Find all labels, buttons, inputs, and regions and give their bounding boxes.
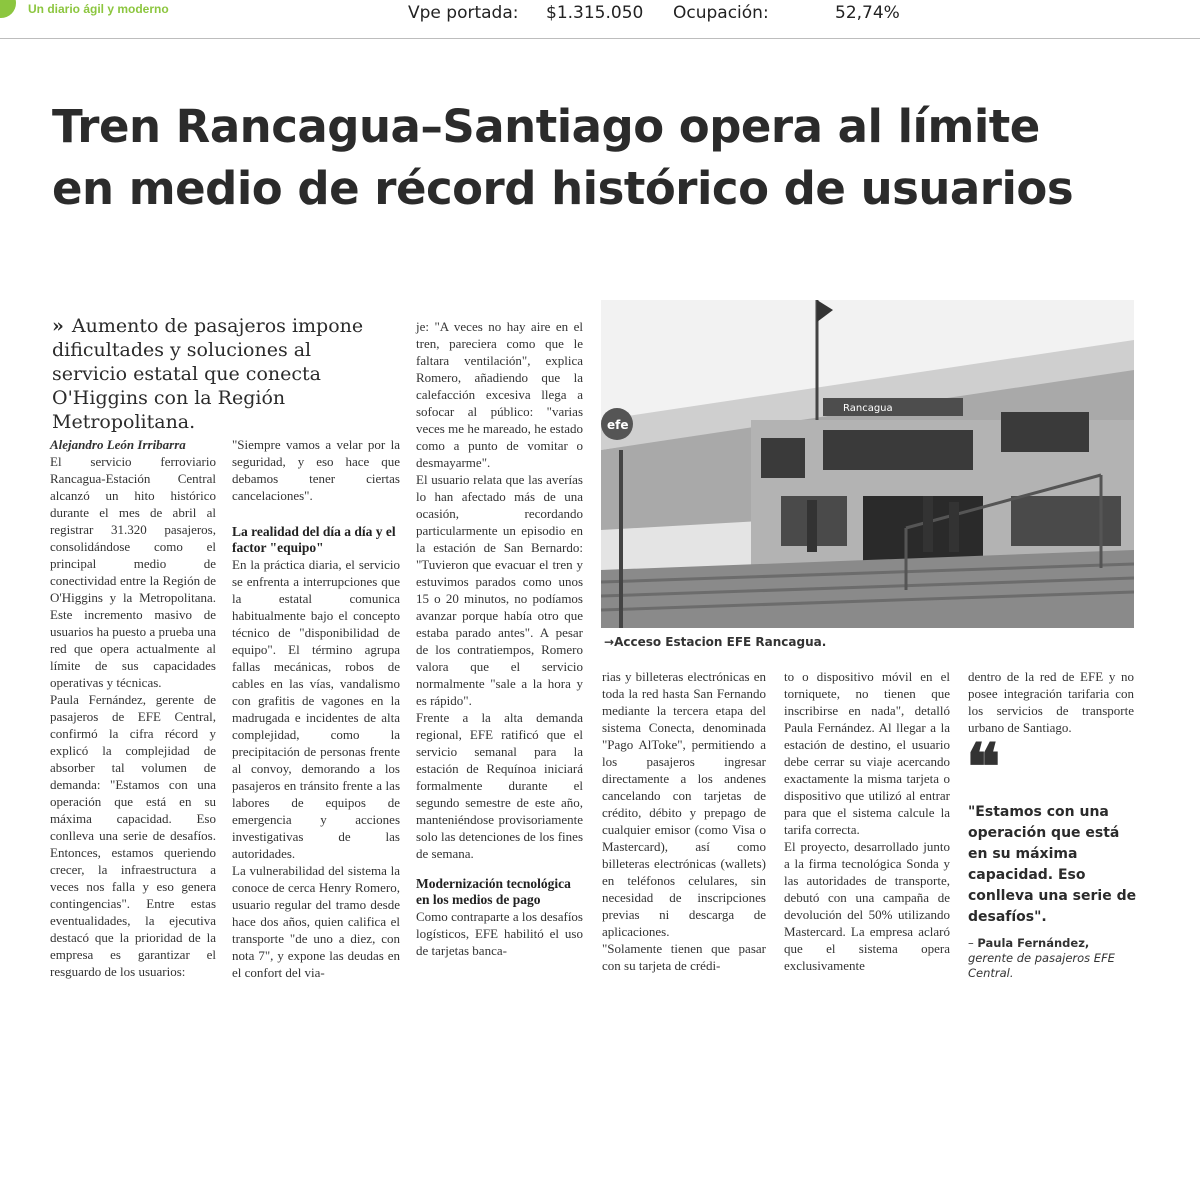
byline: Alejandro León Irribarra: [50, 437, 186, 452]
chevron-right-icon: »: [52, 315, 64, 337]
quote-attribution: [968, 936, 1143, 981]
article-column-5: [784, 668, 950, 974]
photo-caption: [604, 635, 826, 649]
section-heading: Modernización tecnológica en los medios de pago: [416, 876, 571, 907]
quote-icon: ❝: [966, 730, 1001, 805]
ocupacion-label: Ocupación:: [673, 3, 769, 23]
dash-icon: –: [968, 936, 974, 950]
paragraph: Como contraparte a los desafíos logísticos, EFE habilitó el uso de tarjetas banca-: [416, 909, 583, 958]
pull-quote: "Estamos con una operación que está en su máxima capacidad. Eso conlleva una serie de desafíos".: [968, 804, 1137, 925]
photo-sign-logo: efe: [607, 418, 629, 432]
paragraph: je: "A veces no hay aire en el tren, pareciera como que le faltara ventilación", explica Romero, añadiendo que la calefacción excesiva llega a sofocar al público: "varias veces me he mareado, he estado como a punto de vomitar o desmayarme".: [416, 319, 583, 470]
paragraph: La vulnerabilidad del sistema la conoce de cerca Henry Romero, usuario regular del tramo desde hace dos años, quien califica el transporte "de uno a diez, con nota 7", y expone las deudas en el confort del via-: [232, 863, 400, 980]
vpe-value: $1.315.050: [546, 3, 644, 23]
arrow-right-icon: →: [604, 635, 615, 649]
article-column-1: [50, 436, 216, 980]
article-column-6: [968, 668, 1134, 736]
headline-line-1: Tren Rancagua–Santiago opera al límite: [52, 100, 1040, 153]
photo-caption-text: Acceso Estacion EFE Rancagua.: [614, 635, 827, 649]
station-photo: [601, 300, 1134, 628]
vpe-label: Vpe portada:: [408, 3, 519, 23]
paragraph: to o dispositivo móvil en el torniquete, no tienen que inscribirse en nada", detalló Paula Fernández. Al llegar a la estación de destino, el usuario debe cerrar su viaje acercando exactamente la misma tarjeta o dispositivo que utilizó al entrar para que el sistema calcule la tarifa correcta.: [784, 669, 950, 837]
paragraph: Frente a la alta demanda regional, EFE ratificó que el servicio semanal para la estación de Requínoa iniciará formalmente durante el segundo semestre de este año, manteniéndose provisoriamente solo las detenciones de los fines de semana.: [416, 710, 583, 861]
section-heading: La realidad del día a día y el factor "equipo": [232, 524, 396, 555]
paragraph: Paula Fernández, gerente de pasajeros de EFE Central, confirmó la cifra récord y explicó la complejidad de absorber tal volumen de demanda: "Estamos con una operación que está en su máxima capacidad. Eso conlleva una serie de desafíos. Entonces, estamos queriendo crecer, la infraestructura a veces nos falla y eso genera contingencias". Entre estas eventualidades, la ejecutiva destacó que la prioridad de la empresa es garantizar el resguardo de los usuarios:: [50, 692, 216, 979]
tagline: Un diario ágil y moderno: [28, 2, 169, 16]
subhead-text: Aumento de pasajeros impone dificultades y soluciones al servicio estatal que conecta O'Higgins con la Región Metropolitana.: [52, 315, 364, 433]
station-photo-illustration: [601, 300, 1134, 628]
photo-sign-text: Rancagua: [843, 403, 893, 414]
paragraph: rias y billeteras electrónicas en toda la red hasta San Fernando mediante la tercera etapa del sistema Conecta, denominada "Pago AlToke", permitiendo a los pasajeros ingresar directamente a los andenes cancelando con tarjetas de crédito, débito y prepago de cualquier emisor (como Visa o Mastercard), así como billeteras electrónicas (wallets) en teléfonos celulares, sin necesidad de inscripciones previas ni descarga de aplicaciones.: [602, 669, 766, 939]
paragraph: El servicio ferroviario Rancagua-Estación Central alcanzó un hito histórico durante el mes de abril al registrar 31.320 pasajeros, consolidándose como el principal medio de conectividad entre la Región de O'Higgins y la Metropolitana. Este incremento masivo de usuarios ha puesto a prueba una red que opera actualmente al límite de sus capacidades operativas y técnicas.: [50, 454, 216, 690]
paragraph: "Siempre vamos a velar por la seguridad, y eso hace que debamos tener ciertas cancelaciones".: [232, 437, 400, 503]
article-column-2: [232, 436, 400, 981]
paragraph: "Solamente tienen que pasar con su tarjeta de crédi-: [602, 941, 766, 973]
headline-line-2: en medio de récord histórico de usuarios: [52, 162, 1074, 215]
article-column-4: [602, 668, 766, 974]
headline: [52, 96, 1162, 220]
header-bar: [0, 0, 1200, 39]
paragraph: En la práctica diaria, el servicio se enfrenta a interrupciones que la estatal comunica habitualmente bajo el concepto técnico de "disponibilidad de equipo". El término agrupa fallas mecánicas, robos de cables en las vías, vandalismo con grafitis de vagones en la madrugada e incidentes de alta complejidad, como la precipitación de personas frente al convoy, demorando a los pasajeros en tránsito frente a las labores de equipos de emergencia y acciones investigativas de las autoridades.: [232, 557, 400, 861]
ocupacion-value: 52,74%: [835, 3, 900, 23]
article-column-3: [416, 318, 583, 959]
logo-icon: [0, 0, 16, 18]
paragraph: El usuario relata que las averías lo han afectado más de una ocasión, recordando particularmente un episodio en la estación de San Bernardo: "Tuvieron que evacuar el tren y estuvimos parados como unos 15 o 20 minutos, no podíamos avanzar porque había otro que estaba parado antes". A pesar de los contratiempos, Romero valora que el servicio normalmente "sale a la hora y es rápido".: [416, 472, 583, 708]
paragraph: dentro de la red de EFE y no posee integración tarifaria con los servicios de transporte urbano de Santiago.: [968, 669, 1134, 735]
quote-role: gerente de pasajeros EFE Central.: [968, 951, 1115, 980]
paragraph: El proyecto, desarrollado junto a la firma tecnológica Sonda y las autoridades de transporte, debutó con una campaña de devolución del 50% utilizando Mastercard. La empresa aclaró que el sistema opera exclusivamente: [784, 839, 950, 973]
quote-author: Paula Fernández,: [977, 936, 1090, 950]
subhead: [52, 314, 392, 434]
